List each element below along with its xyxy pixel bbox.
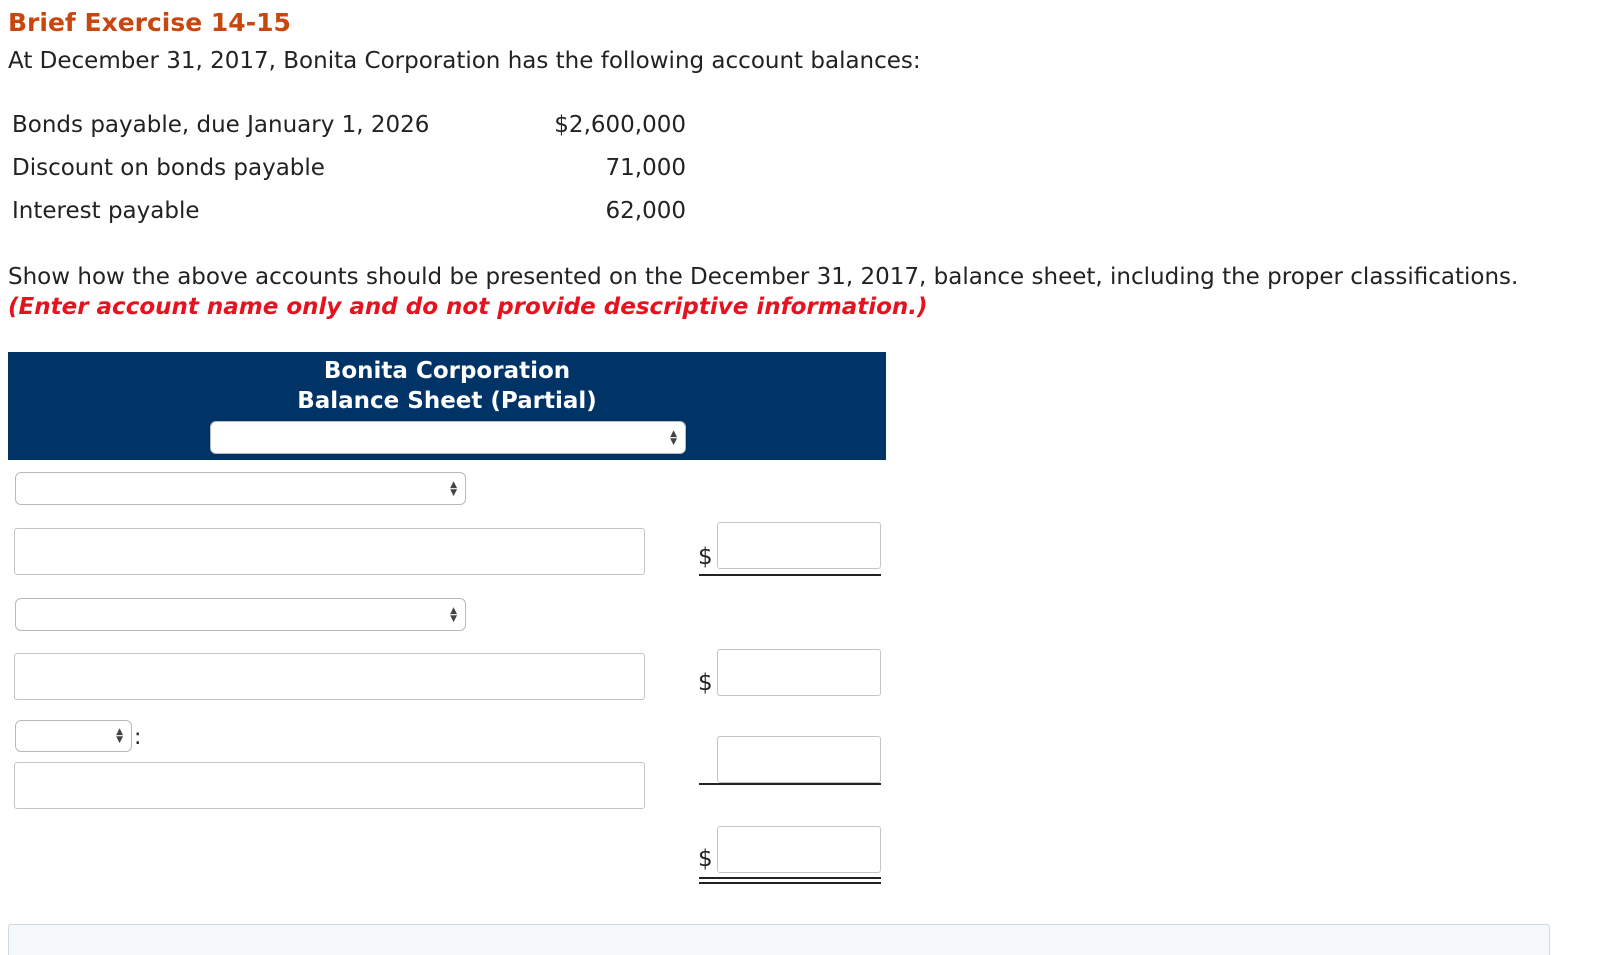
dollar-sign-3: $ — [698, 846, 713, 872]
instructions-note: (Enter account name only and do not provide descriptive information.) — [8, 294, 928, 320]
amount-input-3[interactable] — [717, 736, 881, 783]
up-down-arrows-icon: ▲ ▼ — [116, 727, 123, 745]
amount-input-1[interactable] — [717, 522, 881, 569]
account-value-discount: 71,000 — [605, 155, 686, 181]
amount-input-2[interactable] — [717, 649, 881, 696]
balance-sheet-company: Bonita Corporation — [323, 358, 571, 384]
balance-sheet-subtitle: Balance Sheet (Partial) — [297, 388, 597, 414]
bottom-panel-edge — [8, 924, 1550, 955]
date-select[interactable] — [210, 421, 686, 454]
account-name-input-2[interactable] — [14, 653, 645, 700]
account-label-discount: Discount on bonds payable — [12, 155, 325, 181]
total-underline-1 — [699, 574, 881, 576]
exercise-title: Brief Exercise 14-15 — [8, 8, 291, 37]
instructions-text: Show how the above accounts should be presented on the December 31, 2017, balance sheet, including the proper classifications. — [8, 264, 1519, 290]
colon-label: : — [134, 725, 142, 750]
total-amount-input[interactable] — [717, 826, 881, 873]
up-down-arrows-icon: ▲ ▼ — [670, 428, 677, 447]
dollar-sign-2: $ — [698, 670, 713, 696]
exercise-intro: At December 31, 2017, Bonita Corporation has the following account balances: — [8, 48, 921, 74]
subtotal-underline — [699, 783, 881, 785]
account-value-bonds-payable: $2,600,000 — [554, 112, 686, 138]
account-label-bonds-payable: Bonds payable, due January 1, 2026 — [12, 112, 430, 138]
classification-select-2[interactable] — [15, 598, 466, 631]
account-name-input-3[interactable] — [14, 762, 645, 809]
total-double-underline — [699, 877, 881, 884]
account-label-interest-payable: Interest payable — [12, 198, 200, 224]
up-down-arrows-icon: ▲ ▼ — [450, 605, 457, 624]
add-less-select[interactable] — [15, 720, 132, 752]
up-down-arrows-icon: ▲ ▼ — [450, 479, 457, 498]
account-name-input-1[interactable] — [14, 528, 645, 575]
classification-select-1[interactable] — [15, 472, 466, 505]
account-value-interest-payable: 62,000 — [605, 198, 686, 224]
dollar-sign-1: $ — [698, 544, 713, 570]
